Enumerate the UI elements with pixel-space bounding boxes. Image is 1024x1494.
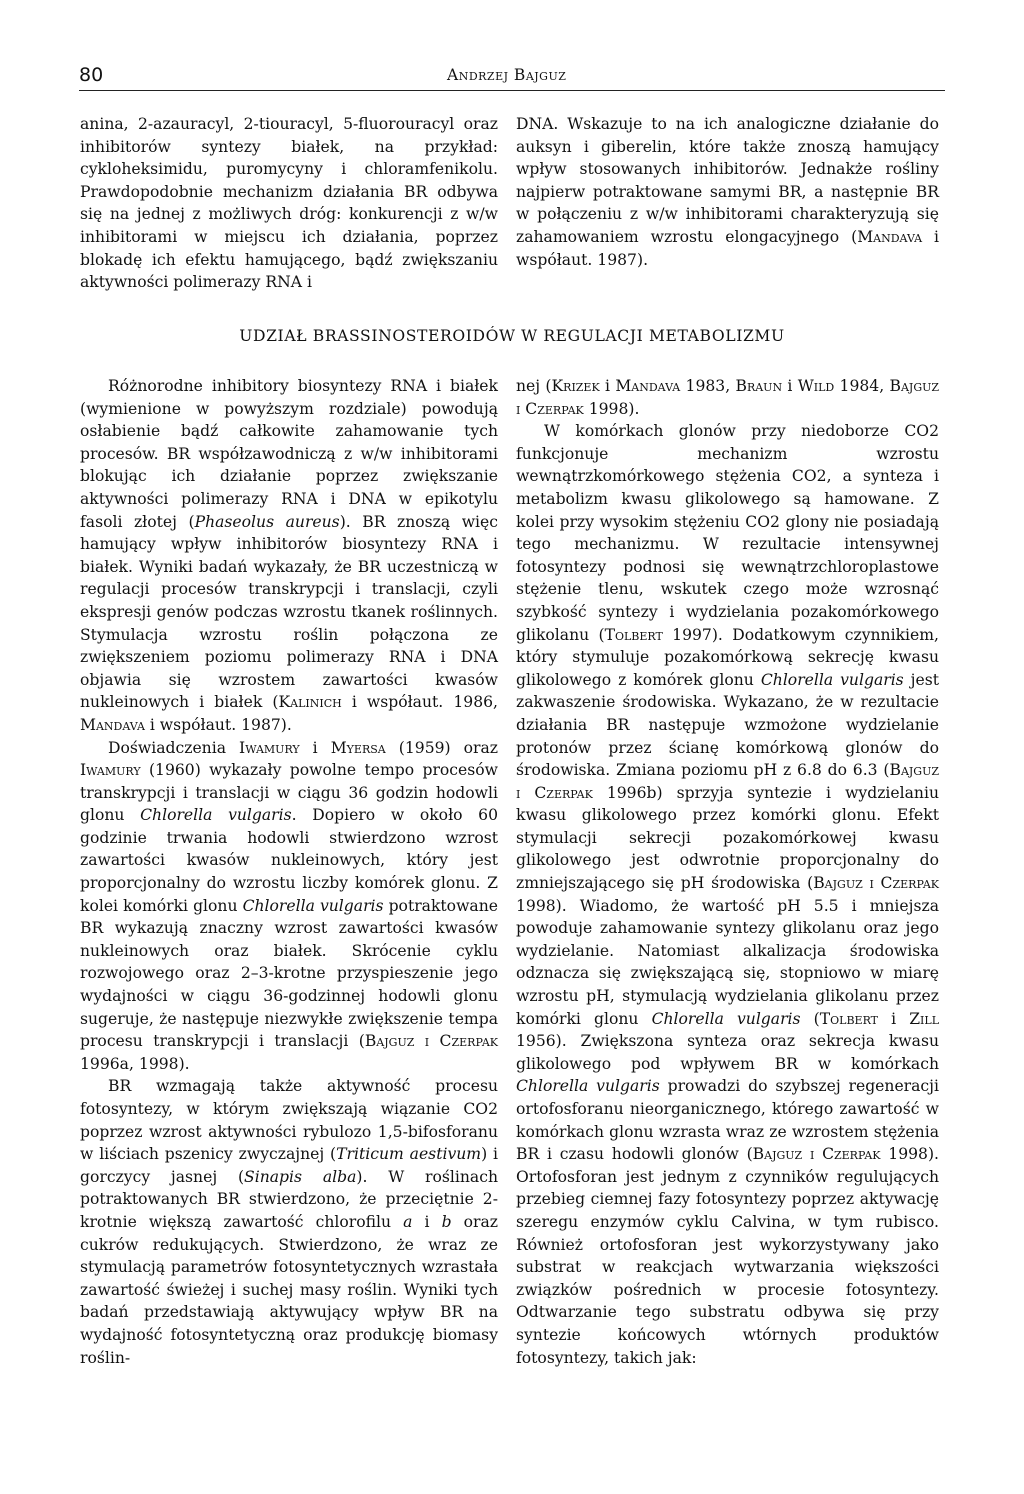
top-left-column [80,113,498,294]
main-left-column [80,375,498,1369]
paragraph: nej (Krizek i Mandava 1983, Braun i Wild 1984, Bajguz i Czerpak 1998). [516,377,940,418]
top-right-column [516,113,939,271]
paragraph: Różnorodne inhibitory biosyntezy RNA i białek (wymienione w powyższym rozdziale) powodują osłabienie bądź całkowite zahamowanie tych procesów. BR współzawodniczą z w/w inhibitorami blokując ich działanie poprzez zwiększanie aktywności polimerazy RNA i DNA w epikotylu fasoli złotej (Phaseolus aureus). BR znoszą więc hamujący wpływ inhibitorów biosyntezy RNA i białek. Wyniki badań wykazały, że BR uczestniczą w regulacji procesów transkrypcji i translacji, czyli ekspresji genów podczas wzrostu tkanek roślinnych. Stymulacja wzrostu roślin połączona ze zwiększeniem poziomu polimerazy RNA i DNA objawia się wzrostem zawartości kwasów nukleinowych i białek (Kalinich i współaut. 1986, Mandava i współaut. 1987). [80,377,498,734]
citation-author: Mandava [857,227,923,246]
main-right-column [516,375,939,1369]
paragraph: BR wzmagają także aktywność procesu fotosyntezy, w którym zwiększają wiązanie CO2 poprzez wzrost aktywności rybulozo 1,5-bifosforanu w liściach pszenicy zwyczajnej (Triticum aestivum) i gorczycy jasnej (Sinapis alba). W roślinach potraktowanych BR stwierdzono, że przeciętnie 2-krotnie większą zawartość chlorofilu a i b oraz cukrów redukujących. Stwierdzono, że wraz ze stymulacją parametrów fotosyntetycznych wzrastała zawartość świeżej i suchej masy roślin. Wyniki tych badań przedstawiają aktywujący wpływ BR na wydajność fotosyntetyczną oraz produkcję biomasy roślin- [80,1077,499,1367]
paragraph: anina, 2-azauracyl, 2-tiouracyl, 5-fluorouracyl oraz inhibitorów syntezy białek, na przykład: cykloheksimidu, puromycyny i chloramfenikolu. Prawdopodobnie mechanizm działania BR odbywa się na jednej z możliwych dróg: konkurencji z w/w inhibitorami w miejscu ich działania, poprzez blokadę ich efektu hamującego, bądź zwiększaniu aktywności polimerazy RNA i [80,115,498,292]
paragraph: DNA. Wskazuje to na ich analogiczne działanie do auksyn i giberelin, które także znoszą hamujący wpływ stosowanych inhibitorów. Jednakże rośliny najpierw potraktowane samymi BR, a następnie BR w połączeniu z w/w inhibitorami charakteryzują się zahamowaniem wzrostu elongacyjnego (Mandava i współaut. 1987). [516,115,939,269]
running-head-author: Andrzej Bajguz [447,66,567,84]
paragraph: Doświadczenia Iwamury i Myersa (1959) oraz Iwamury (1960) wykazały powolne tempo procesów transkrypcji i translacji w ciągu 36 godzin hodowli glonu Chlorella vulgaris. Dopiero w około 60 godzinie trwania hodowli stwierdzono wzrost zawartości kwasów nukleinowych, który jest proporcjonalny do wzrostu liczby komórek glonu. Z kolei komórki glonu Chlorella vulgaris potraktowane BR wykazują znaczny wzrost zawartości kwasów nukleinowych oraz białek. Skrócenie cyklu rozwojowego oraz 2–3-krotne przyspieszenie jego wydajności w ciągu 36-godzinnej hodowli glonu sugeruje, że następuje niezwykłe zwiększenie tempa procesu transkrypcji i translacji (Bajguz i Czerpak 1996a, 1998). [80,738,499,1073]
page-number: 80 [79,64,104,86]
paragraph: W komórkach glonów przy niedoborze CO2 funkcjonuje mechanizm wzrostu wewnątrzkomórkowego stężenia CO2, a synteza i metabolizm kwasu glikolowego są hamowane. Z kolei przy wysokim stężeniu CO2 glony nie posiadają tego mechanizmu. W rezultacie intensywnej fotosyntezy podnosi się wewnątrzchloroplastowe stężenie tlenu, wskutek czego może wzrosnąć szybkość syntezy i wydzielania pozakomórkowego glikolanu (Tolbert 1997). Dodatkowym czynnikiem, który stymuluje pozakomórkową sekrecję kwasu glikolowego z komórek glonu Chlorella vulgaris jest zakwaszenie środowiska. Wykazano, że w rezultacie działania BR następuje wzmożone wydzielanie protonów przez ścianę komórkową glonów do środowiska. Zmiana poziomu pH z 6.8 do 6.3 (Bajguz i Czerpak 1996b) sprzyja syntezie i wydzielaniu kwasu glikolowego przez komórki glonu. Efekt stymulacji sekrecji pozakomórkowej kwasu glikolowego jest odwrotnie proporcjonalny do zmniejszającego się pH środowiska (Bajguz i Czerpak 1998). Wiadomo, że wartość pH 5.5 i mniejsza powoduje zahamowanie syntezy glikolanu oraz jego wydzielanie. Natomiast alkalizacja środowiska odznacza się zwiększającą się, stopniowo w miarę wzrostu pH, stymulacją wydzielania glikolanu przez komórki glonu Chlorella vulgaris (Tolbert i Zill 1956). Zwiększona synteza oraz sekrecja kwasu glikolowego pod wpływem BR w komórkach Chlorella vulgaris prowadzi do szybszej regeneracji ortofosforanu nieorganicznego, którego zawartość w komórkach glonu wzrasta wraz ze wzrostem stężenia BR i czasu hodowli glonów (Bajguz i Czerpak 1998). Ortofosforan jest jednym z czynników regulujących przebieg ciemnej fazy fotosyntezy poprzez aktywację szeregu enzymów cyklu Calvina, w tym rubisco. Również ortofosforan jest wykorzystywany jako substrat w reakcjach wytwarzania większości związków pośrednich w procesie fotosyntezy. Odtwarzanie tego substratu odbywa się przy syntezie końcowych wtórnych produktów fotosyntezy, takich jak: [516,422,940,1367]
page-header [79,60,945,91]
section-heading: UDZIAŁ BRASSINOSTEROIDÓW W REGULACJI METABOLIZMU [239,327,785,345]
